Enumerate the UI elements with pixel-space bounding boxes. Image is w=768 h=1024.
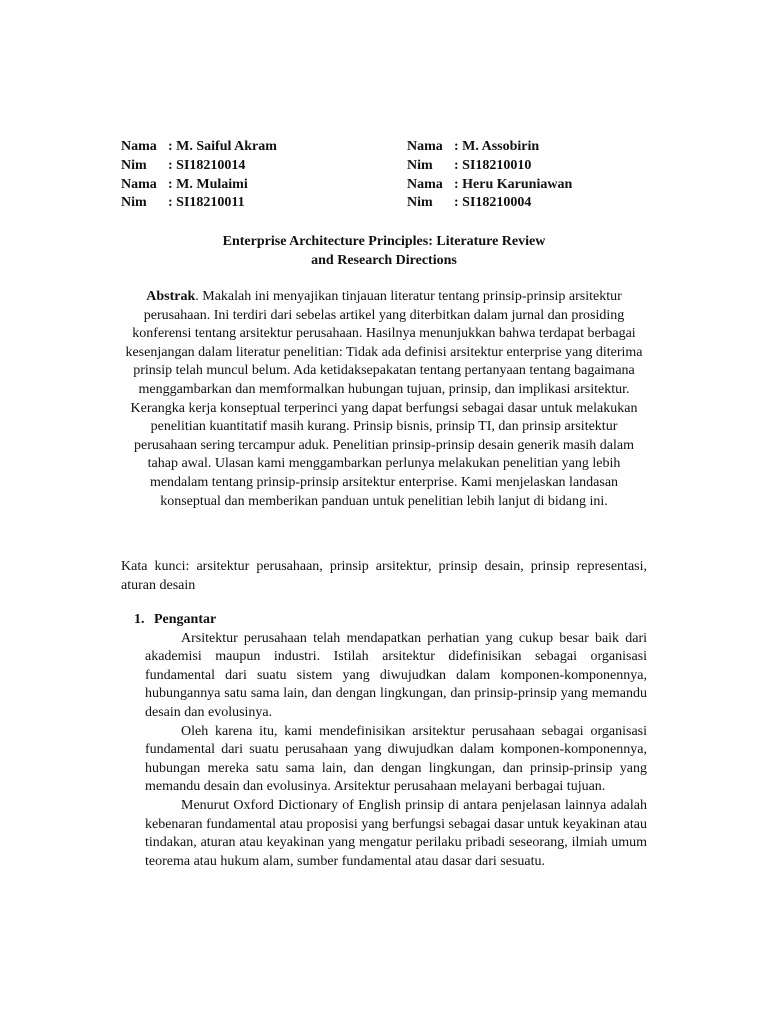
- paragraph: Oleh karena itu, kami mendefinisikan arsitektur perusahaan sebagai organisasi fundamental dari suatu perusahaan yang diwujudkan dalam komponen-komponennya, hubungan mereka satu sama lain, dan dengan lingkungan, dan prinsip-prinsip yang memandu desain dan evolusinya. Arsitektur perusahaan melayani berbagai tujuan.: [145, 723, 647, 795]
- author-field-value: : SI18210014: [168, 157, 246, 173]
- author-field-label: Nama: [407, 176, 443, 192]
- keywords: Kata kunci: arsitektur perusahaan, prinsip arsitektur, prinsip desain, prinsip representasi, aturan desain: [121, 559, 647, 593]
- section-introduction: [134, 611, 647, 871]
- author-row: [121, 176, 277, 195]
- author-field-label: Nama: [121, 139, 157, 154]
- section-number: 1.: [134, 612, 145, 627]
- author-field-value: : Heru Karuniawan: [454, 176, 573, 192]
- author-field-value: : M. Saiful Akram: [168, 139, 277, 154]
- section-heading: [134, 611, 647, 630]
- author-row: [121, 157, 277, 176]
- author-row: [407, 176, 572, 195]
- paper-title: [121, 232, 647, 270]
- paragraph: Menurut Oxford Dictionary of English prinsip di antara penjelasan lainnya adalah kebenaran fundamental atau proposisi yang berfungsi sebagai dasar untuk keyakinan atau tindakan, aturan atau keyakinan yang mengatur perilaku pribadi seseorang, ilmiah umum teorema atau hukum alam, sumber fundamental atau dasar dari sesuatu.: [145, 797, 647, 869]
- author-field-label: Nim: [121, 195, 147, 211]
- section-title: Pengantar: [154, 612, 217, 627]
- paragraph: Arsitektur perusahaan telah mendapatkan perhatian yang cukup besar baik dari akademisi maupun industri. Istilah arsitektur didefinisikan sebagai organisasi fundamental dari suatu sistem yang diwujudkan dalam komponen-komponennya, hubungannya satu sama lain, dan dengan lingkungan, dan prinsip-prinsip yang memandu desain dan evolusinya.: [145, 630, 647, 720]
- author-field-label: Nama: [121, 176, 157, 192]
- author-row: [407, 138, 572, 157]
- author-field-value: : SI18210004: [454, 195, 532, 211]
- author-field-label: Nama: [407, 139, 443, 154]
- author-row: [121, 138, 277, 157]
- abstract-label: Abstrak: [146, 289, 196, 304]
- author-field-value: : SI18210011: [168, 195, 245, 211]
- abstract-text: . Makalah ini menyajikan tinjauan literatur tentang prinsip-prinsip arsitektur perusahaan. Ini terdiri dari sebelas artikel yang diterbitkan dalam jurnal dan prosiding konferensi tentang arsitektur perusahaan. Hasilnya menunjukkan bahwa terdapat berbagai kesenjangan dalam literatur penelitian: Tidak ada definisi arsitektur enterprise yang diterima prinsip telah muncul belum. Ada ketidaksepakatan tentang pertanyaan tentang bagaimana menggambarkan dan memformalkan hubungan tujuan, prinsip, dan implikasi arsitektur. Kerangka kerja konseptual terperinci yang dapat berfungsi sebagai dasar untuk melakukan penelitian kuantitatif masih kurang. Prinsip bisnis, prinsip TI, dan prinsip arsitektur perusahaan sering tercampur aduk. Penelitian prinsip-prinsip desain generik masih dalam tahap awal. Ulasan kami menggambarkan perlunya melakukan penelitian yang lebih mendalam tentang prinsip-prinsip arsitektur enterprise. Kami menjelaskan landasan konseptual dan memberikan panduan untuk penelitian lebih lanjut di bidang ini.: [125, 289, 643, 509]
- author-row: [407, 157, 572, 176]
- author-field-label: Nim: [407, 195, 433, 211]
- author-row: [407, 194, 572, 213]
- author-field-label: Nim: [407, 157, 433, 173]
- author-field-value: : M. Assobirin: [454, 139, 540, 154]
- abstract: [119, 288, 649, 511]
- paper-title-line-1: Enterprise Architecture Principles: Literature Review: [222, 234, 546, 249]
- author-row: [121, 194, 277, 213]
- paper-title-line-2: and Research Directions: [311, 253, 457, 268]
- author-column-left: [121, 138, 277, 213]
- author-field-label: Nim: [121, 157, 147, 173]
- author-field-value: : SI18210010: [454, 157, 532, 173]
- author-field-value: : M. Mulaimi: [168, 176, 248, 192]
- author-column-right: [407, 138, 572, 213]
